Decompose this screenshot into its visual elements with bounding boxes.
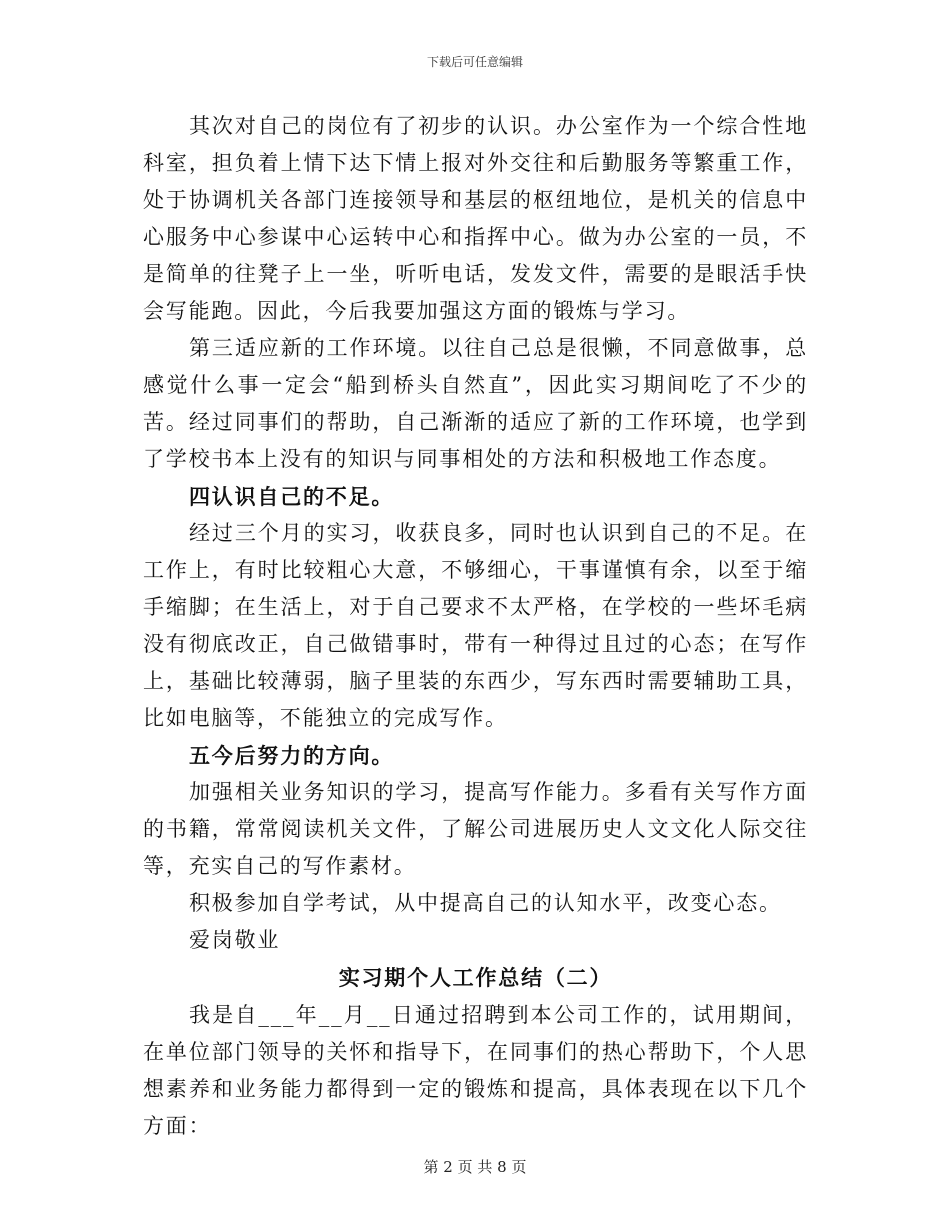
section-heading-future-direction: 五今后努力的方向。 — [189, 743, 395, 768]
paragraph-shortcomings: 经过三个月的实习，收获良多，同时也认识到自己的不足。在工作上，有时比较粗心大意，不够细心，干事谨慎有余，以至于缩手缩脚；在生活上，对于自己要求不太严格，在学校的一些坏毛病没有彻底改正，自己做错事时，带有一种得过且过的心态；在写作上，基础比较薄弱，脑子里装的东西少，写东西时需要辅助工具，比如电脑等，不能独立的完成写作。 — [143, 521, 808, 730]
paragraph-intro-part-two: 我是自___年__月__日通过招聘到本公司工作的，试用期间，在单位部门领导的关怀和指导下，在同事们的热心帮助下，个人思想素养和业务能力都得到一定的锻炼和提高，具体表现在以下几个方面： — [143, 1003, 808, 1138]
paragraph-adapt-environment: 第三适应新的工作环境。以往自己总是很懒，不同意做事，总感觉什么事一定会“船到桥头自然直”，因此实习期间吃了不少的苦。经过同事们的帮助，自己渐渐的适应了新的工作环境，也学到了学校书本上没有的知识与同事相处的方法和积极地工作态度。 — [143, 336, 808, 471]
paragraph-post-understanding: 其次对自己的岗位有了初步的认识。办公室作为一个综合性地科室，担负着上情下达下情上报对外交往和后勤服务等繁重工作，处于协调机关各部门连接领导和基层的枢纽地位，是机关的信息中心服务中心参谋中心运转中心和指挥中心。做为办公室的一员，不是简单的往凳子上一坐，听听电话，发发文件，需要的是眼活手快会写能跑。因此，今后我要加强这方面的锻炼与学习。 — [143, 114, 808, 323]
paragraph-love-job: 爱岗敬业 — [189, 928, 281, 952]
paragraph-strengthen-learning: 加强相关业务知识的学习，提高写作能力。多看有关写作方面的书籍，常常阅读机关文件，了解公司进展历史人文文化人际交往等，充实自己的写作素材。 — [143, 780, 808, 878]
document-title-part-two: 实习期个人工作总结（二） — [338, 965, 613, 990]
section-heading-shortcomings: 四认识自己的不足。 — [189, 484, 395, 509]
header-note: 下载后可任意编辑 — [426, 55, 523, 69]
paragraph-self-study-exam: 积极参加自学考试，从中提高自己的认知水平，改变心态。 — [189, 891, 782, 915]
document-body — [143, 108, 808, 1145]
page-number: 第 2 页 共 8 页 — [423, 1158, 527, 1176]
